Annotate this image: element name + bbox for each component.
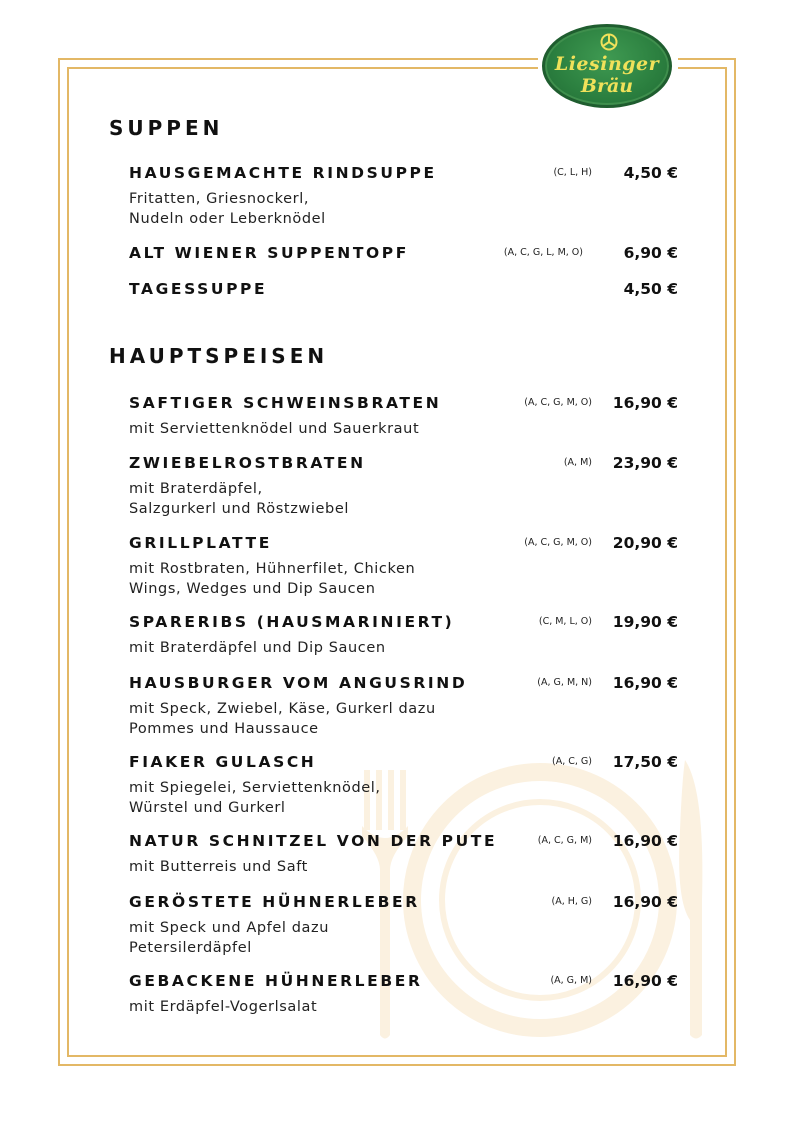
- dish-description: [129, 998, 509, 1018]
- allergen-codes: (A, C, G, M): [537, 835, 592, 846]
- description-line: mit Butterreis und Saft: [129, 859, 308, 875]
- dish-price: 20,90 €: [612, 534, 678, 552]
- allergen-codes: (A, M): [563, 457, 592, 468]
- dish-name: FIAKER GULASCH: [129, 753, 317, 771]
- dish-name: GERÖSTETE HÜHNERLEBER: [129, 893, 420, 911]
- description-line: Petersilerdäpfel: [129, 939, 252, 956]
- dish-description: [129, 480, 509, 519]
- allergen-codes: (C, L, H): [553, 167, 592, 178]
- description-line: mit Braterdäpfel und Dip Saucen: [129, 640, 386, 656]
- allergen-codes: (A, G, M, N): [537, 677, 592, 688]
- description-line: Würstel und Gurkerl: [129, 799, 286, 816]
- dish-name: SAFTIGER SCHWEINSBRATEN: [129, 394, 442, 412]
- section-title-suppen: SUPPEN: [109, 116, 224, 140]
- description-line: Wings, Wedges und Dip Saucen: [129, 580, 376, 597]
- description-line: Salzgurkerl und Röstzwiebel: [129, 500, 349, 517]
- description-line: mit Spiegelei, Serviettenknödel,: [129, 780, 381, 796]
- dish-price: 16,90 €: [612, 972, 678, 990]
- description-line: mit Erdäpfel-Vogerlsalat: [129, 999, 318, 1015]
- dish-description: [129, 639, 509, 659]
- description-line: mit Speck, Zwiebel, Käse, Gurkerl dazu: [129, 701, 436, 717]
- allergen-codes: (A, G, M): [550, 975, 592, 986]
- brand-logo: [542, 24, 672, 108]
- allergen-codes: (C, M, L, O): [538, 616, 592, 627]
- dish-name: GEBACKENE HÜHNERLEBER: [129, 972, 423, 990]
- dish-price: 16,90 €: [612, 394, 678, 412]
- dish-description: [129, 858, 509, 878]
- allergen-codes: (A, C, G): [552, 756, 592, 767]
- dish-price: 16,90 €: [612, 832, 678, 850]
- dish-price: 17,50 €: [612, 753, 678, 771]
- description-line: mit Serviettenknödel und Sauerkraut: [129, 421, 420, 437]
- allergen-codes: (A, C, G, L, M, O): [503, 247, 583, 258]
- description-line: mit Rostbraten, Hühnerfilet, Chicken: [129, 561, 416, 577]
- description-line: Nudeln oder Leberknödel: [129, 210, 326, 227]
- dish-price: 16,90 €: [612, 674, 678, 692]
- brand-name-line1: Liesinger: [554, 53, 660, 75]
- dish-price: 4,50 €: [623, 280, 678, 298]
- dish-name: NATUR SCHNITZEL VON DER PUTE: [129, 832, 498, 850]
- dish-name: GRILLPLATTE: [129, 534, 272, 552]
- allergen-codes: (A, C, G, M, O): [524, 397, 592, 408]
- logo-badge: [538, 22, 678, 112]
- section-title-hauptspeisen: HAUPTSPEISEN: [109, 344, 329, 368]
- wheel-icon: [600, 33, 618, 51]
- allergen-codes: (A, H, G): [551, 896, 592, 907]
- dish-price: 19,90 €: [612, 613, 678, 631]
- dish-price: 16,90 €: [612, 893, 678, 911]
- description-line: mit Braterdäpfel,: [129, 481, 263, 497]
- dish-description: [129, 700, 509, 739]
- dish-name: HAUSBURGER VOM ANGUSRIND: [129, 674, 468, 692]
- dish-description: [129, 919, 509, 958]
- description-line: mit Speck und Apfel dazu: [129, 920, 330, 936]
- dish-price: 23,90 €: [612, 454, 678, 472]
- description-line: Fritatten, Griesnockerl,: [129, 191, 310, 207]
- dish-name: TAGESSUPPE: [129, 280, 268, 298]
- dish-description: [129, 420, 509, 440]
- dish-description: [129, 190, 509, 229]
- dish-name: ALT WIENER SUPPENTOPF: [129, 244, 409, 262]
- description-line: Pommes und Haussauce: [129, 720, 319, 737]
- brand-name-line2: Bräu: [580, 75, 634, 97]
- dish-name: SPARERIBS (HAUSMARINIERT): [129, 613, 455, 631]
- dish-price: 4,50 €: [623, 164, 678, 182]
- dish-name: ZWIEBELROSTBRATEN: [129, 454, 366, 472]
- dish-description: [129, 779, 509, 818]
- dish-name: HAUSGEMACHTE RINDSUPPE: [129, 164, 437, 182]
- allergen-codes: (A, C, G, M, O): [524, 537, 592, 548]
- dish-price: 6,90 €: [623, 244, 678, 262]
- dish-description: [129, 560, 509, 599]
